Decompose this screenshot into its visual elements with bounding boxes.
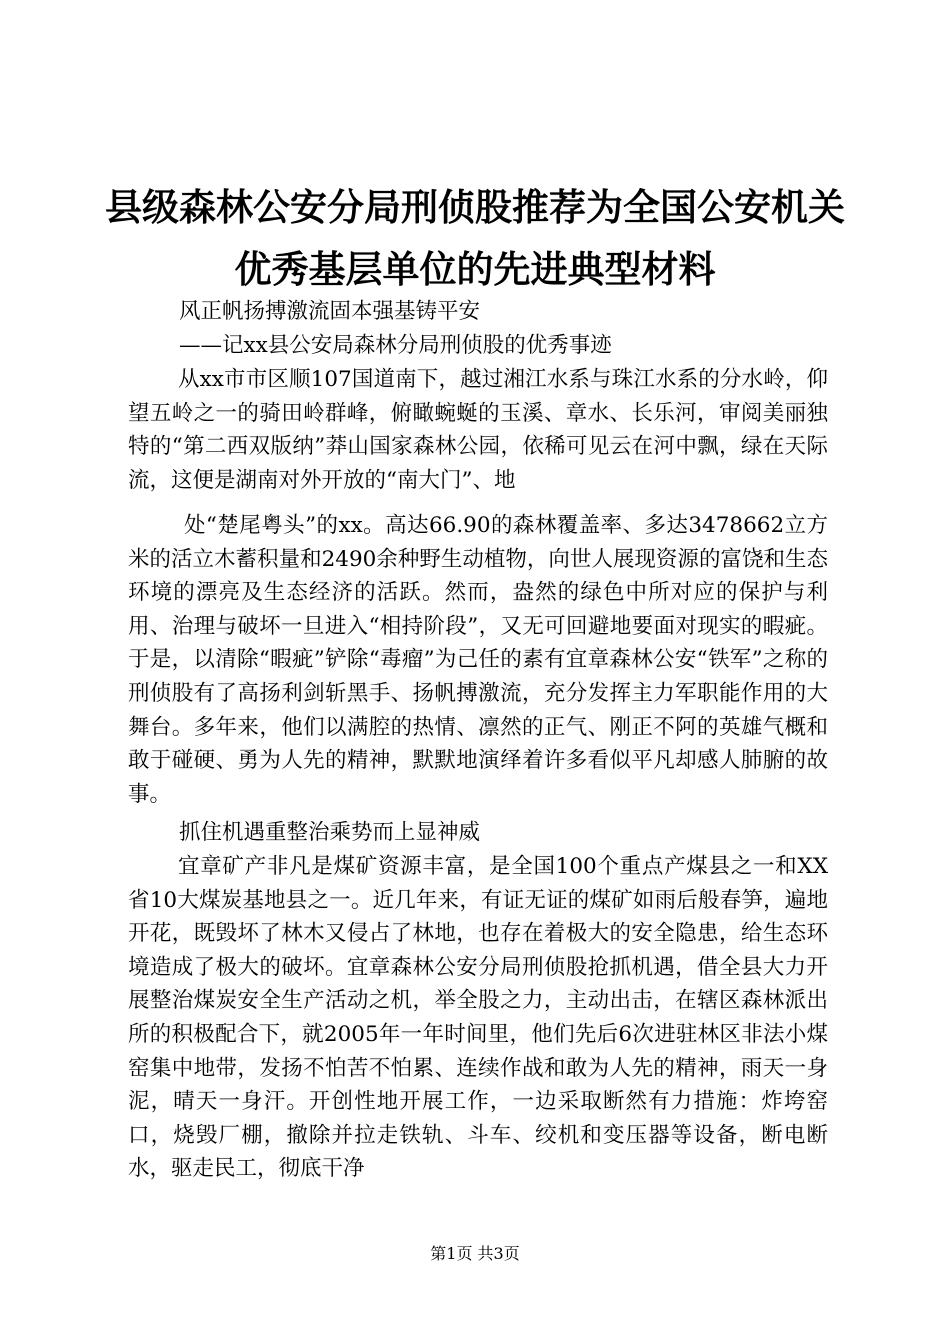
section-heading: 抓住机遇重整治乘势而上显神威 [179, 820, 481, 845]
document-title-line-1: 县级森林公安分局刑侦股推荐为全国公安机关 [105, 186, 845, 229]
document-title-line-2: 优秀基层单位的先进典型材料 [234, 248, 716, 291]
paragraph-coal-mines: 宜章矿产非凡是煤矿资源丰富，是全国100个重点产煤县之一和XX省10大煤炭基地县之一。近几年来，有证无证的煤矿如雨后般春笋，遍地开花，既毁坏了林木又侵占了林地，也存在着极大的安全隐患，给生态环境造成了极大的破坏。宜章森林公安分局刑侦股抢抓机遇，借全县大力开展整治煤炭安全生产活动之机，举全股之力，主动出击，在辖区森林派出所的积极配合下，就2005年一年时间里，他们先后6次进驻林区非法小煤窑集中地带，发扬不怕苦不怕累、连续作战和敢为人先的精神，雨天一身泥，晴天一身汗。开创性地开展工作，一边采取断然有力措施：炸垮窑口，烧毁厂棚，撤除并拉走铁轨、斗车、绞机和变压器等设备，断电断水，驱走民工，彻底干净 [128, 854, 828, 1182]
paragraph-resources: 处“楚尾粤头”的xx。高达66.90的森林覆盖率、多达3478662立方米的活立木蓄积量和2490余种野生动植物，向世人展现资源的富饶和生态环境的漂亮及生态经济的活跃。然而，盎然的绿色中所对应的保护与利用、治理与破坏一旦进入“相持阶段”，又无可回避地要面对现实的暇疵。于是，以清除“暇疵”铲除“毒瘤”为己任的素有宜章森林公安“铁军”之称的刑侦股有了高扬利剑斩黑手、扬帆搏激流，充分发挥主力军职能作用的大舞台。多年来，他们以满腔的热情、凛然的正气、刚正不阿的英雄气概和敢于碰硬、勇为人先的精神，默默地演绎着许多看似平凡却感人肺腑的故事。 [128, 513, 828, 807]
subtitle-record: ——记xx县公安局森林分局刑侦股的优秀事迹 [179, 333, 612, 358]
subtitle-slogan: 风正帆扬搏激流固本强基铸平安 [179, 299, 481, 324]
page-footer: 第1页 共3页 [430, 1244, 520, 1263]
paragraph-intro: 从xx市市区顺107国道南下，越过湘江水系与珠江水系的分水岭，仰望五岭之一的骑田岭群峰，俯瞰蜿蜒的玉溪、章水、长乐河，审阅美丽独特的“第二西双版纳”莽山国家森林公园，依稀可见云在河中飘，绿在天际流，这便是湖南对外开放的“南大门”、地 [128, 367, 828, 493]
